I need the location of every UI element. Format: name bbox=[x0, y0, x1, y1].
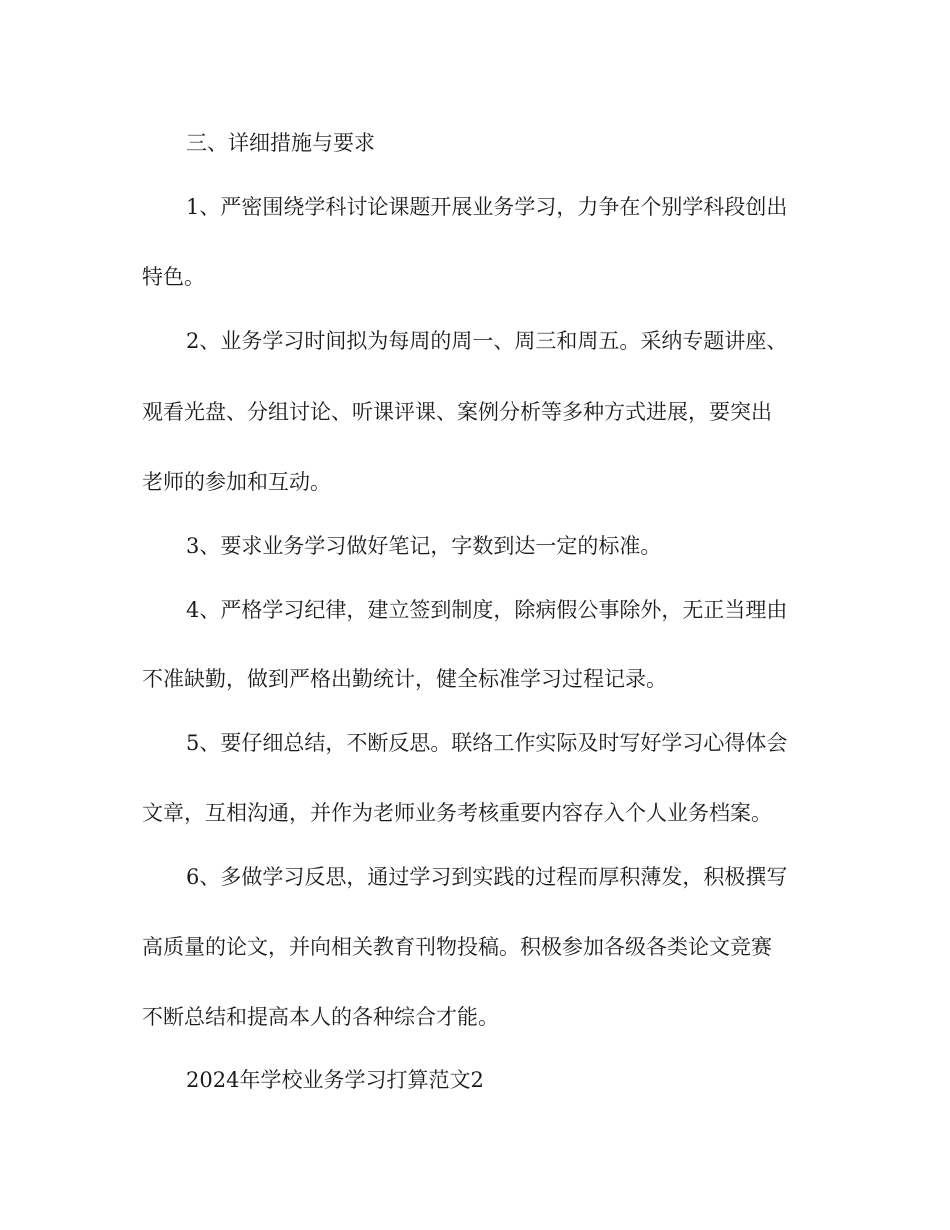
paragraph-5-line-1: 5、要仔细总结，不断反思。联络工作实际及时写好学习心得体会 bbox=[186, 731, 788, 755]
paragraph-4-line-2: 不准缺勤，做到严格出勤统计，健全标准学习过程记录。 bbox=[142, 667, 667, 691]
paragraph-4-line-1: 4、严格学习纪律，建立签到制度，除病假公事除外，无正当理由 bbox=[186, 598, 788, 622]
paragraph-2-line-1: 2、业务学习时间拟为每周的周一、周三和周五。采纳专题讲座、 bbox=[186, 329, 788, 353]
paragraph-5-line-2: 文章，互相沟通，并作为老师业务考核重要内容存入个人业务档案。 bbox=[142, 801, 772, 825]
section-heading: 三、详细措施与要求 bbox=[186, 131, 375, 155]
paragraph-3-line-1: 3、要求业务学习做好笔记，字数到达一定的标准。 bbox=[186, 534, 662, 558]
paragraph-1-line-2: 特色。 bbox=[142, 265, 205, 289]
paragraph-2-line-3: 老师的参加和互动。 bbox=[142, 470, 331, 494]
next-document-title: 2024年学校业务学习打算范文2 bbox=[186, 1068, 484, 1092]
paragraph-2-line-2: 观看光盘、分组讨论、听课评课、案例分析等多种方式进展，要突出 bbox=[142, 400, 772, 424]
paragraph-1-line-1: 1、严密围绕学科讨论课题开展业务学习，力争在个别学科段创出 bbox=[186, 195, 788, 219]
paragraph-6-line-1: 6、多做学习反思，通过学习到实践的过程而厚积薄发，积极撰写 bbox=[186, 865, 788, 889]
paragraph-6-line-2: 高质量的论文，并向相关教育刊物投稿。积极参加各级各类论文竞赛 bbox=[142, 935, 772, 959]
paragraph-6-line-3: 不断总结和提高本人的各种综合才能。 bbox=[142, 1005, 499, 1029]
